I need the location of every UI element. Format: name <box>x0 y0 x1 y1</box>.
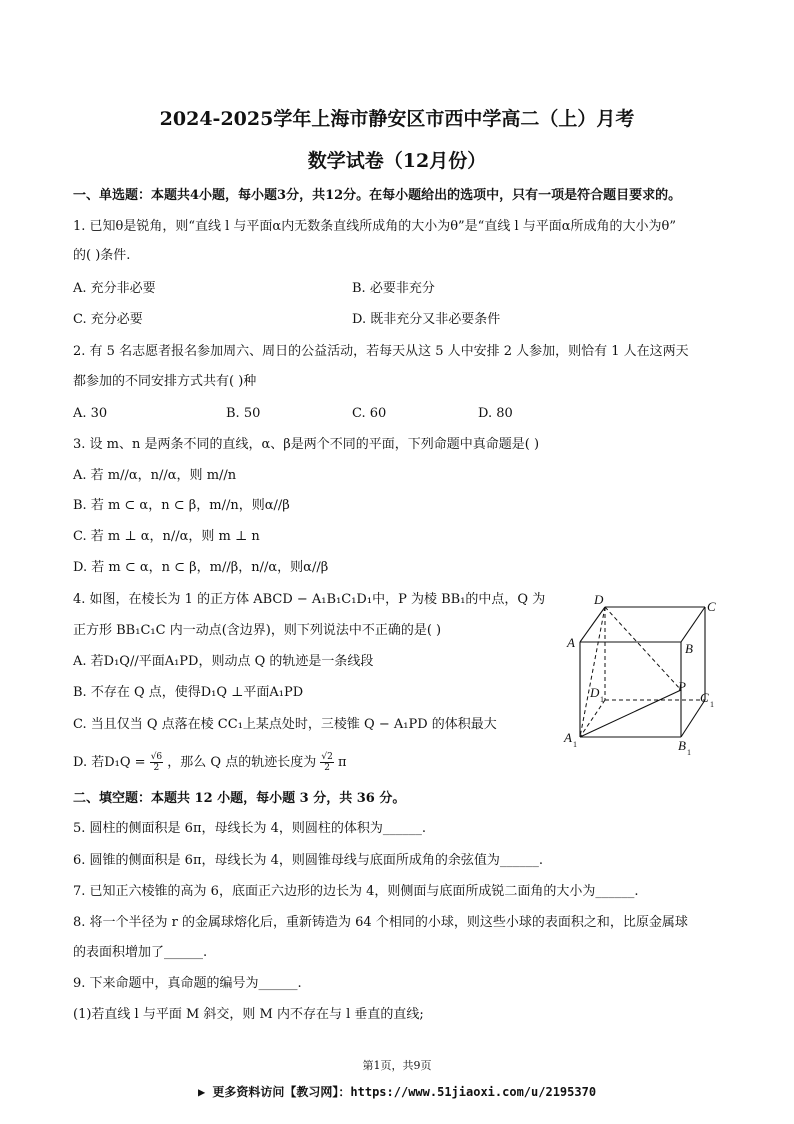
vertex-subscript-a1: 1 <box>573 740 577 749</box>
fraction-denominator: 2 <box>324 763 330 773</box>
question-3-option-b: B. 若 m ⊂ α，n ⊂ β，m//n，则α//β <box>73 498 290 513</box>
vertex-subscript-c1: 1 <box>710 700 714 709</box>
question-8-line1: 8. 将一个半径为 r 的金属球熔化后，重新铸造为 64 个相同的小球，则这些小球的表面积之和，比原金属球 <box>73 915 688 930</box>
vertex-label-d1: D <box>590 685 600 700</box>
question-4-option-d <box>73 752 347 773</box>
question-4-option-d-suffix: π <box>337 755 347 770</box>
question-4-option-b: B. 不存在 Q 点，使得D₁Q ⊥平面A₁PD <box>73 685 304 700</box>
promo-link[interactable]: ▶ 更多资料访问【教习网】：https://www.51jiaoxi.com/u/2195370 <box>197 1085 597 1099</box>
question-1-option-b: B. 必要非充分 <box>352 281 435 296</box>
vertex-label-c: C <box>707 599 716 614</box>
vertex-label-d: D <box>594 592 604 607</box>
vertex-label-a: A <box>567 635 575 650</box>
vertex-label-b1: B <box>678 738 686 753</box>
fraction-sqrt6-over-2 <box>150 752 163 773</box>
question-2-option-b: B. 50 <box>226 406 261 421</box>
question-2-option-d: D. 80 <box>478 406 513 421</box>
question-4-option-d-prefix: D. 若D₁Q = <box>73 755 146 770</box>
question-4-option-a: A. 若D₁Q//平面A₁PD，则动点 Q 的轨迹是一条线段 <box>73 654 374 669</box>
paper-title-line2: 数学试卷（12月份） <box>307 150 487 172</box>
question-3-option-d: D. 若 m ⊂ α，n ⊂ β，m//β，n//α，则α//β <box>73 560 329 575</box>
question-2-line2: 都参加的不同安排方式共有( )种 <box>73 374 257 389</box>
cube-figure <box>555 590 730 765</box>
question-4-option-d-middle: ，那么 Q 点的轨迹长度为 <box>167 755 317 770</box>
question-9: 9. 下来命题中，真命题的编号为______. <box>73 976 302 991</box>
question-3-stem: 3. 设 m、n 是两条不同的直线，α、β是两个不同的平面，下列命题中真命题是( ) <box>73 437 540 452</box>
question-9-statement-1: (1)若直线 l 与平面 M 斜交，则 M 内不存在与 l 垂直的直线; <box>73 1007 424 1022</box>
vertex-label-p: P <box>678 679 686 694</box>
question-4-option-c: C. 当且仅当 Q 点落在棱 CC₁上某点处时，三棱锥 Q − A₁PD 的体积最大 <box>73 717 497 732</box>
vertex-subscript-b1: 1 <box>687 748 691 757</box>
section-heading-single-choice: 一、单选题：本题共4小题，每小题3分，共12分。在每小题给出的选项中，只有一项是符合题目要求的。 <box>73 188 682 203</box>
question-7: 7. 已知正六棱锥的高为 6，底面正六边形的边长为 4，则侧面与底面所成锐二面角的大小为______. <box>73 884 639 899</box>
question-2-option-c: C. 60 <box>352 406 387 421</box>
question-2-option-a: A. 30 <box>73 406 108 421</box>
question-1-option-a: A. 充分非必要 <box>73 281 156 296</box>
section-heading-fill-in: 二、填空题：本题共 12 小题，每小题 3 分，共 36 分。 <box>73 791 406 806</box>
fraction-sqrt2-over-2 <box>320 752 333 773</box>
question-8-line2: 的表面积增加了______. <box>73 945 208 960</box>
fraction-numerator: √6 <box>150 752 163 762</box>
vertex-label-c1: C <box>700 690 709 705</box>
vertex-label-b: B <box>685 641 693 656</box>
question-4-line2: 正方形 BB₁C₁C 内一动点(含边界)，则下列说法中不正确的是( ) <box>73 623 442 638</box>
question-3-option-c: C. 若 m ⊥ α，n//α，则 m ⊥ n <box>73 529 260 544</box>
question-3-option-a: A. 若 m//α，n//α，则 m//n <box>73 468 237 483</box>
question-5: 5. 圆柱的侧面积是 6π，母线长为 4，则圆柱的体积为______. <box>73 821 427 836</box>
question-6: 6. 圆锥的侧面积是 6π，母线长为 4，则圆锥母线与底面所成角的余弦值为______. <box>73 853 544 868</box>
fraction-numerator: √2 <box>321 752 333 762</box>
paper-title-line1: 2024-2025学年上海市静安区市西中学高二（上）月考 <box>159 108 635 130</box>
fraction-denominator: 2 <box>153 763 160 773</box>
page-number: 第1页，共9页 <box>362 1059 432 1072</box>
question-4-line1: 4. 如图，在棱长为 1 的正方体 ABCD − A₁B₁C₁D₁中，P 为棱 BB₁的中点，Q 为 <box>73 592 546 607</box>
question-2-line1: 2. 有 5 名志愿者报名参加周六、周日的公益活动，若每天从这 5 人中安排 2 人参加，则恰有 1 人在这两天 <box>73 344 689 359</box>
question-1-line2: 的( )条件. <box>73 248 131 263</box>
vertex-subscript-d1: 1 <box>600 695 604 704</box>
question-1-option-c: C. 充分必要 <box>73 312 143 327</box>
question-1-line1: 1. 已知θ是锐角，则“直线 l 与平面α内无数条直线所成角的大小为θ”是“直线 l 与平面α所成角的大小为θ” <box>73 219 677 234</box>
vertex-label-a1: A <box>564 730 572 745</box>
question-1-option-d: D. 既非充分又非必要条件 <box>352 312 501 327</box>
